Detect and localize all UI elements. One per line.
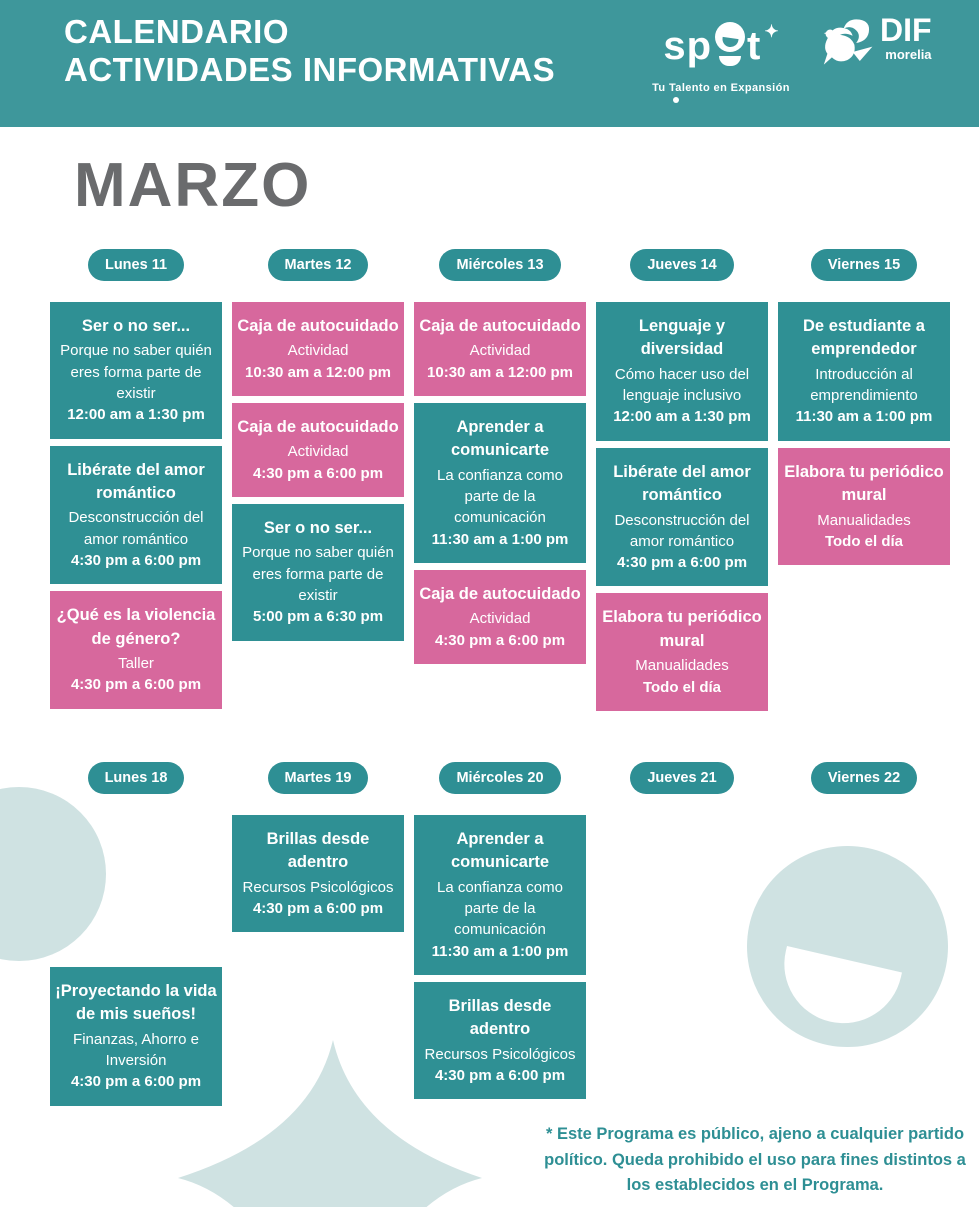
event-card (232, 815, 404, 932)
spot-wordmark (646, 8, 796, 66)
spot-dot (673, 97, 679, 103)
event-description: Recursos Psicológicos (424, 1045, 576, 1063)
event-time: 4:30 pm a 6:00 pm (434, 1067, 566, 1085)
dif-morelia-logo (820, 14, 932, 70)
day-pill: Martes 19 (268, 762, 369, 794)
event-time: 11:30 am a 1:00 pm (431, 530, 569, 548)
event-card (414, 982, 586, 1099)
event-card (232, 302, 404, 396)
event-description: Desconstrucción del amor romántico (68, 509, 204, 548)
day-column (232, 302, 404, 718)
day-column (50, 302, 222, 718)
event-description: Porque no saber quién eres forma parte de existir (242, 544, 394, 605)
event-title: Brillas desde adentro (266, 829, 370, 872)
event-card (232, 403, 404, 497)
event-title: De estudiante a emprendedor (803, 317, 925, 359)
event-card (596, 302, 768, 441)
event-time: 11:30 am a 1:00 pm (431, 942, 569, 960)
day-pill: Lunes 18 (88, 762, 185, 794)
event-description: Recursos Psicológicos (242, 878, 394, 896)
event-description: Taller (118, 655, 154, 673)
week-section-2 (50, 762, 950, 1113)
event-title: Caja de autocuidado (419, 317, 581, 335)
day-pill: Miércoles 20 (439, 762, 560, 794)
event-time: Todo el día (824, 532, 904, 550)
calendar-grid (0, 249, 979, 1113)
event-time: 11:30 am a 1:00 pm (795, 408, 933, 426)
event-time: 4:30 pm a 6:00 pm (70, 1073, 202, 1091)
event-title: Elabora tu periódico mural (784, 462, 944, 505)
spot-letters-sp: sp (663, 24, 713, 68)
event-title: Caja de autocuidado (237, 418, 399, 437)
event-description: Actividad (287, 443, 349, 461)
dove-icon (820, 16, 878, 70)
dif-sub: morelia (885, 47, 932, 62)
spot-tagline: Tu Talento en Expansión (652, 82, 790, 94)
day-column (778, 302, 950, 718)
event-title: ¡Proyectando la vida de mis sueños! (55, 981, 217, 1024)
event-time: 5:00 pm a 6:30 pm (252, 608, 384, 626)
event-time: 4:30 pm a 6:00 pm (70, 552, 202, 570)
event-card (778, 302, 950, 441)
day-pill: Viernes 15 (811, 249, 917, 281)
event-title: Ser o no ser... (263, 519, 373, 538)
event-title: Caja de autocuidado (237, 317, 399, 335)
event-time: 4:30 pm a 6:00 pm (616, 554, 748, 572)
event-title: Lenguaje y diversidad (638, 317, 726, 359)
event-title: Aprender a comunicarte (450, 829, 550, 872)
spot-letter-t: t (747, 24, 762, 68)
day-pill: Jueves 14 (630, 249, 733, 281)
event-description: Finanzas, Ahorro e Inversión (73, 1030, 199, 1070)
page-title (64, 13, 555, 88)
day-pill: Viernes 22 (811, 762, 917, 794)
event-time: 12:00 am a 1:30 pm (613, 408, 751, 426)
event-title: Ser o no ser... (81, 317, 191, 335)
event-card (778, 448, 950, 565)
event-time: 4:30 pm a 6:00 pm (252, 900, 384, 918)
event-description: Manualidades (635, 657, 729, 675)
event-card (50, 302, 222, 439)
event-time: Todo el día (642, 678, 722, 696)
day-pill: Lunes 11 (88, 249, 184, 281)
event-description: Desconstrucción del amor romántico (614, 511, 750, 550)
day-column (596, 302, 768, 718)
event-title: Caja de autocuidado (419, 585, 581, 604)
day-pill: Martes 12 (268, 249, 369, 281)
event-description: Cómo hacer uso del lenguaje inclusivo (614, 365, 750, 405)
day-column (778, 815, 950, 1113)
day-pill: Jueves 21 (630, 762, 733, 794)
day-column (414, 815, 586, 1113)
event-card (50, 446, 222, 585)
event-card (50, 967, 222, 1106)
event-description: La confianza como parte de la comunicación (437, 466, 563, 527)
event-title: Elabora tu periódico mural (602, 608, 762, 650)
spot-logo (646, 8, 796, 94)
event-card (232, 504, 404, 641)
sparkle-icon: ✦ (764, 22, 779, 41)
day-column (232, 815, 404, 1113)
event-time: 4:30 pm a 6:00 pm (252, 464, 384, 482)
event-title: Brillas desde adentro (448, 996, 552, 1039)
event-time: 4:30 pm a 6:00 pm (70, 676, 202, 694)
event-card (414, 302, 586, 396)
day-pill: Miércoles 13 (439, 249, 560, 281)
event-time: 12:00 am a 1:30 pm (67, 406, 205, 424)
event-card (414, 403, 586, 563)
dif-text (880, 14, 932, 62)
event-title: Libérate del amor romántico (67, 460, 205, 503)
event-description: Actividad (469, 610, 531, 628)
event-card (414, 815, 586, 975)
day-column (596, 815, 768, 1113)
page-title-line2: ACTIVIDADES INFORMATIVAS (64, 50, 556, 88)
event-title: ¿Qué es la violencia de género? (56, 606, 216, 648)
day-column (50, 815, 222, 1113)
event-description: Introducción al emprendimiento (810, 365, 918, 405)
header-bar (0, 0, 979, 127)
dif-name: DIF (880, 12, 932, 48)
spot-o-face-icon (715, 22, 745, 52)
event-description: Actividad (469, 342, 531, 360)
event-description: La confianza como parte de la comunicación (437, 878, 563, 939)
event-time: 4:30 pm a 6:00 pm (434, 631, 566, 649)
event-card (414, 570, 586, 664)
event-time: 10:30 am a 12:00 pm (427, 363, 573, 381)
event-description: Porque no saber quién eres forma parte de existir (60, 342, 212, 403)
event-title: Libérate del amor romántico (613, 462, 751, 505)
event-card (596, 593, 768, 710)
month-title: MARZO (74, 151, 312, 220)
event-card (596, 448, 768, 587)
event-card (50, 591, 222, 708)
event-description: Actividad (287, 342, 349, 360)
disclaimer-text: * Este Programa es público, ajeno a cualquier partido político. Queda prohibido el uso para fines distintos a los establecidos en el Programa. (544, 1125, 966, 1195)
event-title: Aprender a comunicarte (450, 418, 550, 460)
day-column (414, 302, 586, 718)
page-title-line1: CALENDARIO (64, 13, 289, 50)
week-section-1 (50, 249, 950, 718)
event-description: Manualidades (817, 511, 911, 529)
event-time: 10:30 am a 12:00 pm (245, 363, 391, 381)
